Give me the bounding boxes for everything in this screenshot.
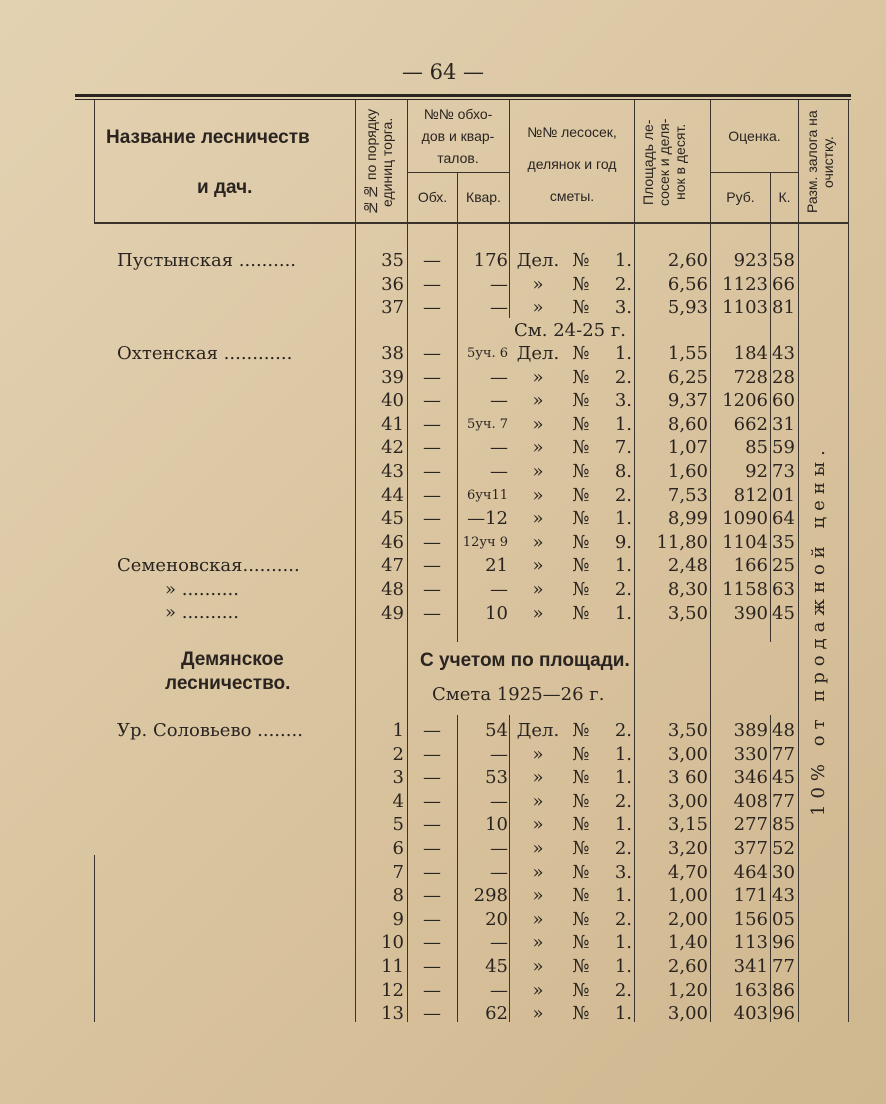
cell-l3: 1. [614, 743, 632, 765]
cell-k: — [490, 979, 508, 1001]
cell-n: 36 [381, 273, 404, 295]
forest-name-ur: Ур. Соловьево ........ [117, 720, 303, 741]
cell-l3: 9. [614, 531, 632, 553]
cell-r: 341 [733, 956, 768, 977]
cell-n: 1 [392, 720, 404, 741]
cell-k: 6уч11 [466, 487, 508, 503]
cell-l2: № [572, 555, 590, 577]
cell-n: 45 [381, 508, 404, 530]
cell-c: 59 [772, 437, 795, 459]
cell-k: 298 [473, 885, 508, 907]
cell-a: 5,93 [667, 297, 708, 319]
cell-k: 12уч 9 [462, 534, 508, 550]
cell-o: — [423, 461, 441, 482]
cell-l3: 1. [614, 885, 632, 907]
cell-l2: № [572, 743, 590, 765]
cell-l3: 1. [614, 602, 632, 624]
cell-n: 49 [381, 602, 404, 624]
header-area-3: нок в десят. [672, 123, 688, 201]
cell-r: 171 [733, 885, 768, 907]
cell-l2: № [572, 390, 590, 412]
cell-l1: » [532, 531, 544, 553]
cell-o: — [423, 531, 441, 553]
cell-r: 184 [733, 343, 768, 364]
cell-l3: 1. [614, 814, 632, 836]
cell-l2: № [572, 366, 590, 388]
cell-n: 46 [381, 531, 404, 553]
cell-l2: № [572, 838, 590, 859]
cell-a: 1,20 [667, 979, 708, 1001]
cell-o: — [423, 273, 441, 295]
cell-r: 330 [733, 743, 768, 765]
cell-l1: » [532, 838, 544, 859]
cell-a: 3,15 [667, 814, 708, 836]
cell-l1: » [532, 861, 544, 883]
header-obh: Обх. [417, 189, 448, 205]
cell-l2: № [572, 767, 590, 789]
header-order: №№ по порядку единиц торга. [363, 108, 395, 216]
cell-l1: » [532, 461, 544, 482]
cell-c: 43 [772, 343, 795, 364]
cell-o: — [423, 720, 441, 741]
cell-r: 163 [733, 979, 768, 1001]
cell-a: 8,99 [667, 508, 708, 530]
cell-k: — [490, 861, 508, 883]
cell-o: — [423, 390, 441, 412]
cell-l1: Дел. [516, 250, 560, 271]
cell-l3: 2. [614, 484, 632, 506]
cell-l1: » [532, 366, 544, 388]
cell-c: 28 [772, 366, 795, 388]
cell-c: 85 [772, 814, 795, 836]
cell-c: 96 [772, 932, 795, 954]
cell-c: 64 [772, 508, 795, 530]
cell-l2: № [572, 861, 590, 883]
cell-c: 73 [772, 461, 795, 482]
cell-l1: » [532, 273, 544, 295]
cell-r: 346 [733, 767, 768, 789]
dem-title-1: Демянское [181, 649, 284, 670]
cell-a: 11,80 [656, 531, 708, 553]
cell-c: 30 [772, 861, 795, 883]
cell-l2: № [572, 461, 590, 482]
cell-n: 4 [392, 790, 404, 812]
cell-c: 86 [772, 979, 795, 1001]
cell-o: — [423, 743, 441, 765]
header-area-2: сосек и деля- [656, 118, 672, 206]
cell-l3: 1. [614, 1003, 632, 1025]
cell-a: 3,00 [667, 743, 708, 765]
cell-n: 5 [392, 814, 404, 836]
cell-k: — [490, 366, 508, 388]
cell-n: 9 [392, 908, 404, 930]
cell-r: 403 [733, 1003, 768, 1025]
cell-l2: № [572, 979, 590, 1001]
cell-r: 728 [733, 366, 768, 388]
header-obhod-2: дов и квар- [421, 128, 495, 144]
cell-c: 01 [772, 484, 795, 506]
cell-k: —12 [467, 508, 508, 530]
cell-l2: № [572, 720, 590, 741]
cell-a: 1,60 [667, 461, 708, 482]
cell-l3: 2. [614, 908, 632, 930]
note-smeta-2: Смета 1925—26 г. [432, 684, 605, 705]
cell-c: 25 [772, 555, 795, 577]
cell-c: 77 [772, 956, 795, 977]
cell-l2: № [572, 250, 590, 271]
cell-n: 3 [392, 767, 404, 789]
cell-r: 166 [733, 555, 768, 577]
cell-l2: № [572, 437, 590, 459]
cell-c: 05 [772, 908, 795, 930]
cell-l3: 3. [614, 390, 632, 412]
cell-l3: 2. [614, 838, 632, 859]
cell-l3: 1. [614, 767, 632, 789]
cell-o: — [423, 579, 441, 600]
cell-l2: № [572, 273, 590, 295]
cell-k: — [490, 390, 508, 412]
cell-r: 1090 [722, 508, 768, 530]
cell-l2: № [572, 790, 590, 812]
cell-l1: » [532, 602, 544, 624]
cell-c: 77 [772, 790, 795, 812]
cell-l1: » [532, 814, 544, 836]
cell-k: — [490, 437, 508, 459]
header-rub: Руб. [726, 189, 755, 205]
cell-r: 277 [733, 814, 768, 836]
cell-l3: 1. [614, 343, 632, 364]
cell-l3: 3. [614, 861, 632, 883]
cell-k: 176 [473, 250, 508, 271]
cell-l2: № [572, 885, 590, 907]
cell-l1: » [532, 297, 544, 319]
cell-k: — [490, 461, 508, 482]
header-obhod-1: №№ обхо- [423, 106, 493, 122]
cell-r: 1123 [722, 273, 768, 295]
note-smeta-1: См. 24-25 г. [514, 320, 626, 341]
cell-l2: № [572, 579, 590, 600]
cell-a: 8,30 [667, 579, 708, 600]
cell-k: — [490, 579, 508, 600]
cell-k: — [490, 273, 508, 295]
cell-l2: № [572, 343, 590, 364]
cell-l3: 1. [614, 956, 632, 977]
cell-n: 42 [381, 437, 404, 459]
cell-l2: № [572, 508, 590, 530]
cell-c: 66 [772, 273, 795, 295]
cell-k: — [490, 297, 508, 319]
cell-a: 9,37 [667, 390, 708, 412]
cell-r: 92 [745, 461, 768, 482]
cell-a: 3,00 [667, 1003, 708, 1025]
cell-c: 45 [772, 767, 795, 789]
cell-r: 113 [733, 932, 768, 954]
cell-l1: » [532, 790, 544, 812]
cell-l2: № [572, 413, 590, 435]
header-name-2: и дач. [197, 177, 253, 198]
cell-a: 3,20 [667, 838, 708, 859]
cell-l1: » [532, 390, 544, 412]
cell-l2: № [572, 297, 590, 319]
cell-l3: 1. [614, 413, 632, 435]
forest-name-ditto-1: » .......... [165, 579, 239, 600]
cell-a: 1,07 [667, 437, 708, 459]
cell-l1: Дел. [516, 720, 560, 741]
cell-k: 5уч. 6 [466, 346, 508, 361]
cell-l1: » [532, 484, 544, 506]
cell-a: 2,48 [667, 555, 708, 577]
cell-k: 53 [485, 767, 508, 789]
cell-l1: » [532, 555, 544, 577]
cell-k: 5уч. 7 [466, 416, 508, 432]
cell-a: 6,25 [667, 366, 708, 388]
cell-l1: » [532, 908, 544, 930]
cell-l3: 2. [614, 790, 632, 812]
cell-o: — [423, 413, 441, 435]
cell-l1: » [532, 579, 544, 600]
cell-r: 1206 [722, 390, 768, 412]
header-obhod-3: талов. [437, 150, 479, 166]
cell-k: 21 [485, 555, 508, 577]
cell-n: 48 [381, 579, 404, 600]
cell-o: — [423, 508, 441, 530]
cell-n: 11 [381, 956, 404, 977]
cell-r: 389 [733, 720, 768, 741]
cell-l3: 2. [614, 720, 632, 741]
cell-o: — [423, 250, 441, 271]
cell-a: 2,00 [667, 908, 708, 930]
cell-a: 8,60 [667, 413, 708, 435]
cell-c: 35 [772, 531, 795, 553]
cell-o: — [423, 343, 441, 364]
page-number: — 64 — [401, 60, 485, 84]
cell-o: — [423, 838, 441, 859]
forest-name-semen: Семеновская.......... [117, 555, 300, 576]
cell-n: 35 [381, 250, 404, 271]
cell-n: 10 [381, 932, 404, 954]
cell-n: 47 [381, 555, 404, 577]
cell-k: 54 [485, 720, 508, 741]
cell-a: 1,00 [667, 885, 708, 907]
cell-o: — [423, 484, 441, 506]
cell-l1: » [532, 743, 544, 765]
cell-l3: 1. [614, 508, 632, 530]
cell-o: — [423, 979, 441, 1001]
cell-o: — [423, 297, 441, 319]
cell-a: 3,50 [667, 720, 708, 741]
cell-l3: 2. [614, 579, 632, 600]
cell-o: — [423, 908, 441, 930]
cell-o: — [423, 885, 441, 907]
cell-l1: » [532, 767, 544, 789]
cell-a: 7,53 [667, 484, 708, 506]
cell-r: 156 [733, 908, 768, 930]
cell-l2: № [572, 602, 590, 624]
cell-n: 41 [381, 413, 404, 435]
cell-l3: 2. [614, 273, 632, 295]
cell-a: 6,56 [667, 273, 708, 295]
cell-k: — [490, 790, 508, 812]
cell-l2: № [572, 1003, 590, 1025]
cell-o: — [423, 555, 441, 577]
cell-o: — [423, 932, 441, 954]
cell-a: 3 60 [667, 767, 708, 789]
header-ocenka: Оценка. [728, 128, 781, 144]
cell-o: — [423, 814, 441, 836]
cell-l1: » [532, 885, 544, 907]
cell-c: 52 [772, 838, 795, 859]
cell-l1: » [532, 956, 544, 977]
cell-k: — [490, 838, 508, 859]
cell-n: 39 [381, 366, 404, 388]
cell-r: 85 [745, 437, 768, 459]
cell-n: 13 [381, 1003, 404, 1025]
note-area: С учетом по площади. [420, 650, 630, 671]
cell-a: 2,60 [667, 956, 708, 977]
cell-a: 1,55 [667, 343, 708, 364]
cell-k: 45 [485, 956, 508, 977]
cell-n: 2 [392, 743, 404, 765]
cell-l3: 3. [614, 297, 632, 319]
cell-k: 10 [485, 814, 508, 836]
cell-r: 377 [733, 838, 768, 859]
cell-r: 662 [733, 413, 768, 435]
cell-n: 44 [381, 484, 404, 506]
cell-k: 20 [485, 908, 508, 930]
cell-o: — [423, 790, 441, 812]
cell-l2: № [572, 956, 590, 977]
cell-l1: Дел. [516, 343, 560, 364]
cell-c: 77 [772, 743, 795, 765]
cell-l2: № [572, 484, 590, 506]
header-kvar: Квар. [466, 189, 501, 205]
cell-k: 62 [485, 1003, 508, 1025]
cell-c: 96 [772, 1003, 795, 1025]
cell-c: 81 [772, 297, 795, 319]
cell-l2: № [572, 531, 590, 553]
cell-l3: 1. [614, 932, 632, 954]
cell-n: 12 [381, 979, 404, 1001]
cell-o: — [423, 1003, 441, 1025]
cell-l3: 7. [614, 437, 632, 459]
cell-c: 43 [772, 885, 795, 907]
cell-r: 812 [733, 484, 768, 506]
cell-l3: 1. [614, 250, 632, 271]
cell-c: 45 [772, 602, 795, 624]
top-rule [75, 94, 851, 97]
cell-a: 2,60 [667, 250, 708, 271]
cell-r: 464 [733, 861, 768, 883]
cell-o: — [423, 366, 441, 388]
cell-r: 923 [733, 250, 768, 271]
cell-o: — [423, 956, 441, 977]
cell-o: — [423, 437, 441, 459]
cell-r: 390 [733, 602, 768, 624]
header-area-1: Площадь ле- [640, 119, 656, 205]
cell-l1: » [532, 932, 544, 954]
cell-a: 1,40 [667, 932, 708, 954]
cell-c: 31 [772, 413, 795, 435]
header-lesosek-3: сметы. [549, 188, 595, 204]
cell-o: — [423, 767, 441, 789]
cell-n: 38 [381, 343, 404, 364]
cell-k: 10 [485, 602, 508, 624]
cell-l3: 2. [614, 366, 632, 388]
cell-r: 1104 [722, 531, 768, 553]
cell-n: 37 [381, 297, 404, 319]
cell-l1: » [532, 979, 544, 1001]
cell-l1: » [532, 437, 544, 459]
side-note: 10% от продажной цены. [808, 444, 829, 816]
cell-l3: 8. [614, 461, 632, 482]
cell-l3: 1. [614, 555, 632, 577]
cell-a: 3,00 [667, 790, 708, 812]
dem-title-2: лесничество. [165, 673, 291, 694]
cell-k: — [490, 743, 508, 765]
cell-l1: » [532, 413, 544, 435]
cell-n: 8 [392, 885, 404, 907]
cell-l2: № [572, 814, 590, 836]
header-area [640, 104, 706, 220]
top-rule-thin [75, 99, 851, 100]
cell-a: 3,50 [667, 602, 708, 624]
header-lesosek-2: делянок и год [527, 156, 617, 172]
cell-o: — [423, 861, 441, 883]
header-kop: К. [778, 189, 791, 205]
cell-c: 60 [772, 390, 795, 412]
header-lesosek-1: №№ лесосек, [527, 124, 617, 140]
cell-n: 43 [381, 461, 404, 482]
cell-a: 4,70 [667, 861, 708, 883]
cell-c: 48 [772, 720, 795, 741]
cell-r: 1158 [722, 579, 768, 600]
cell-n: 40 [381, 390, 404, 412]
cell-r: 1103 [722, 297, 768, 319]
header-name: Название лесничеств [106, 127, 310, 148]
cell-c: 58 [772, 250, 795, 271]
forest-name-ohten: Охтенская ............ [117, 343, 293, 364]
cell-l2: № [572, 932, 590, 954]
forest-name-ditto-2: » .......... [165, 602, 239, 623]
header-zalog: Разм. залога на очистку. [804, 110, 836, 214]
cell-l1: » [532, 508, 544, 530]
cell-n: 7 [392, 861, 404, 883]
cell-n: 6 [392, 838, 404, 859]
cell-l1: » [532, 1003, 544, 1025]
cell-l2: № [572, 908, 590, 930]
cell-o: — [423, 602, 441, 624]
cell-r: 408 [733, 790, 768, 812]
forest-name-pust: Пустынская .......... [117, 250, 297, 271]
cell-l3: 2. [614, 979, 632, 1001]
cell-k: — [490, 932, 508, 954]
cell-c: 63 [772, 579, 795, 600]
